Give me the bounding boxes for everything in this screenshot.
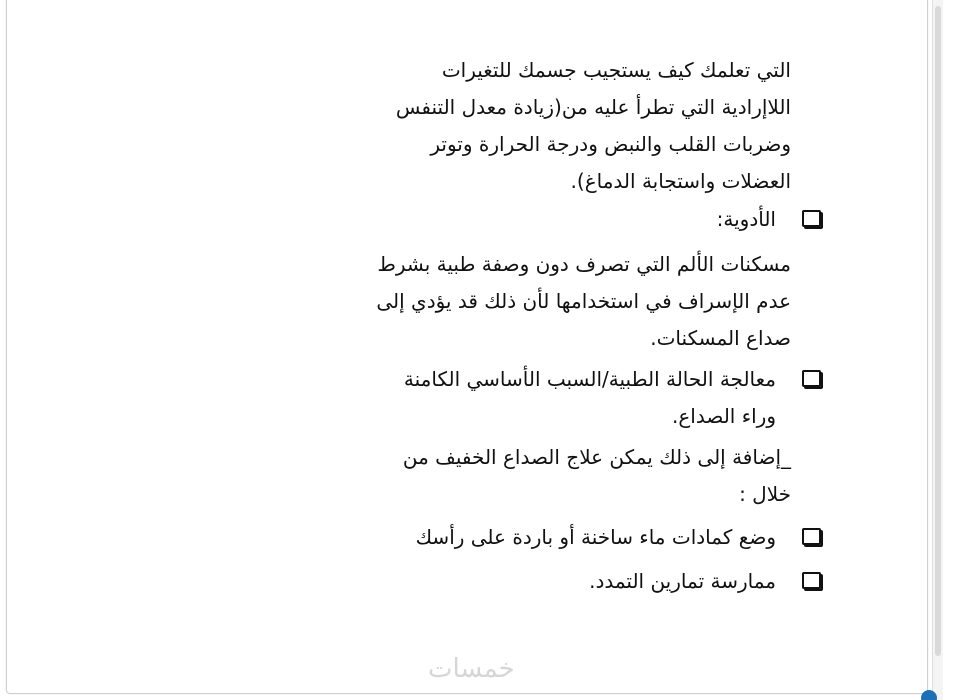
checkbox-bullet-icon [802,210,821,227]
bullet-item-line-1: معالجة الحالة الطبية/السبب الأساسي الكامنة [403,367,776,391]
bullet-item-stretching [589,563,821,600]
paragraph-2 [376,246,791,357]
scrollbar-thumb[interactable] [935,6,941,656]
bullet-item-compress [416,519,821,556]
scroll-indicator-icon [921,690,937,700]
checkbox-bullet-icon [802,370,821,387]
bullet-item-label: وضع كمادات ماء ساخنة أو باردة على رأسك [415,525,776,549]
bullet-item-label [404,361,776,435]
paragraph-2-line-1: مسكنات الألم التي تصرف دون وصفة طبية بشرط [377,252,791,276]
watermark-logo: خمسات [428,654,515,684]
document-content [7,0,927,693]
vertical-scrollbar[interactable] [932,0,943,700]
paragraph-2-line-3: صداع المسكنات. [650,326,791,350]
paragraph-2-line-2: عدم الإسراف في استخدامها لأن ذلك قد يؤدي إلى [376,289,791,313]
bullet-item-label: الأدوية: [716,207,776,231]
checkbox-bullet-icon [802,528,821,545]
paragraph-1 [396,52,791,200]
document-page [6,0,928,694]
paragraph-1-line-1: التي تعلمك كيف يستجيب جسمك للتغيرات [441,58,791,82]
bullet-item-medications [717,201,821,238]
paragraph-1-line-4: العضلات واستجابة الدماغ). [570,169,791,193]
paragraph-3 [403,439,791,513]
paragraph-3-line-1: _إضافة إلى ذلك يمكن علاج الصداع الخفيف من [402,445,791,469]
checkbox-bullet-icon [802,572,821,589]
paragraph-3-line-2: خلال : [739,482,791,506]
bullet-item-treat-cause [404,361,821,435]
bullet-item-line-2: وراء الصداع. [672,404,776,428]
bullet-item-label: ممارسة تمارين التمدد. [589,569,776,593]
paragraph-1-line-3: وضربات القلب والنبض ودرجة الحرارة وتوتر [430,132,791,156]
paragraph-1-line-2: اللاإرادية التي تطرأ عليه من(زيادة معدل التنفس [395,95,791,119]
